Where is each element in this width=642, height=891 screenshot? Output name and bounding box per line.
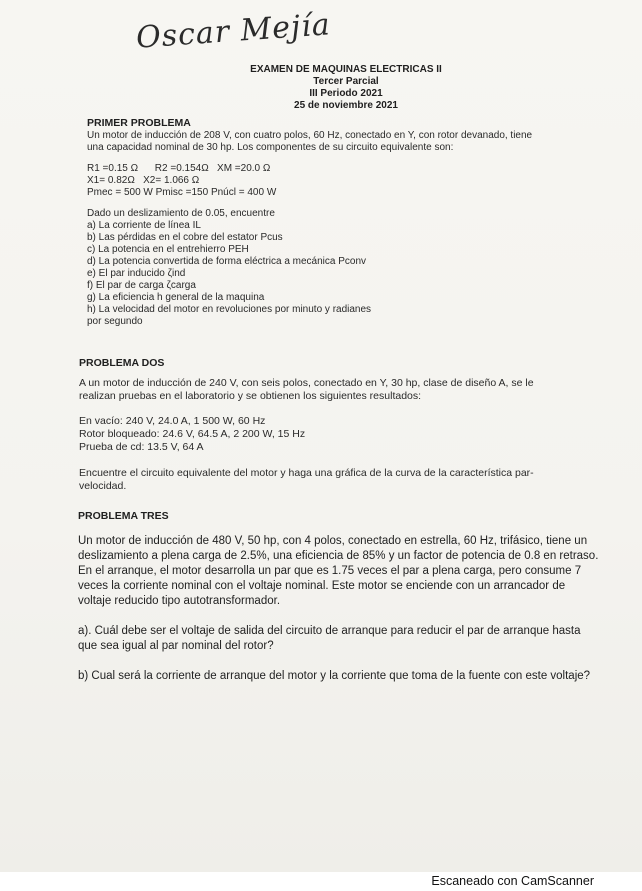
- question-item: e) El par inducido ζind: [87, 268, 186, 279]
- problem-three-intro-line: deslizamiento a plena carga de 2.5%, una eficiencia de 85% y un factor de potencia de 0.8 en retraso.: [78, 550, 599, 562]
- circuit-param-line: Pmec = 500 W Pmisc =150 Pnúcl = 400 W: [87, 187, 277, 198]
- problem-three-body: [78, 534, 608, 684]
- problem-three-title: PROBLEMA TRES: [78, 510, 169, 522]
- test-result-line: Rotor bloqueado: 24.6 V, 64.5 A, 2 200 W, 15 Hz: [79, 428, 306, 440]
- test-result-line: En vacío: 240 V, 24.0 A, 1 500 W, 60 Hz: [79, 415, 266, 427]
- scanner-watermark: Escaneado con CamScanner: [431, 874, 594, 888]
- problem-one-intro-line: Un motor de inducción de 208 V, con cuatro polos, 60 Hz, conectado en Y, con rotor devanado, tiene: [87, 130, 533, 141]
- question-a-line: a). Cuál debe ser el voltaje de salida del circuito de arranque para reducir el par de arranque hasta: [78, 625, 581, 637]
- problem-two-body: [79, 377, 609, 493]
- test-result-line: Prueba de cd: 13.5 V, 64 A: [79, 441, 204, 453]
- problem-two-title: PROBLEMA DOS: [79, 357, 165, 369]
- circuit-param-line: X1= 0.82Ω X2= 1.066 Ω: [87, 175, 200, 186]
- question-a-line: que sea igual al par nominal del rotor?: [78, 640, 274, 652]
- problem-one-intro-line: una capacidad nominal de 30 hp. Los componentes de su circuito equivalente son:: [87, 142, 454, 153]
- problem-one-body: [87, 130, 607, 328]
- question-b: b) Cual será la corriente de arranque del motor y la corriente que toma de la fuente con este voltaje?: [78, 670, 591, 682]
- problem-two-task-line: Encuentre el circuito equivalente del motor y haga una gráfica de la curva de la característica par-: [79, 467, 534, 479]
- problem-two-task-line: velocidad.: [79, 480, 127, 492]
- question-item: b) Las pérdidas en el cobre del estator Pcus: [87, 232, 283, 243]
- problem-one-lead: Dado un deslizamiento de 0.05, encuentre: [87, 208, 275, 219]
- exam-title: EXAMEN DE MAQUINAS ELECTRICAS II: [250, 64, 442, 75]
- question-item: h) La velocidad del motor en revoluciones por minuto y radianes: [87, 304, 372, 315]
- problem-three-intro-line: Un motor de inducción de 480 V, 50 hp, con 4 polos, conectado en estrella, 60 Hz, trifásico, tiene un: [78, 535, 588, 547]
- problem-three-intro-line: veces la corriente nominal con el voltaje nominal. Este motor se enciende con un arrancador de: [78, 580, 566, 592]
- exam-period: III Periodo 2021: [309, 88, 383, 99]
- problem-three-intro-line: En el arranque, el motor desarrolla un par que es 1.75 veces el par a plena carga, pero consume 7: [78, 565, 582, 577]
- question-item: f) El par de carga ζcarga: [87, 280, 196, 291]
- exam-date: 25 de noviembre 2021: [294, 100, 398, 111]
- problem-two-intro-line: realizan pruebas en el laboratorio y se obtienen los siguientes resultados:: [79, 390, 422, 402]
- question-item: g) La eficiencia h general de la maquina: [87, 292, 265, 303]
- problem-one-title: PRIMER PROBLEMA: [87, 117, 191, 129]
- exam-header: [0, 64, 642, 112]
- question-item: por segundo: [87, 316, 143, 327]
- problem-three-intro-line: voltaje reducido tipo autotransformador.: [78, 595, 281, 607]
- scanner-footer: [0, 872, 642, 891]
- question-item: c) La potencia en el entrehierro PEH: [87, 244, 249, 255]
- handwritten-signature: Oscar Mejía: [135, 7, 332, 56]
- question-item: a) La corriente de línea IL: [87, 220, 201, 231]
- exam-subtitle: Tercer Parcial: [313, 76, 379, 87]
- question-item: d) La potencia convertida de forma eléctrica a mecánica Pconv: [87, 256, 367, 267]
- circuit-param-line: R1 =0.15 Ω R2 =0.154Ω XM =20.0 Ω: [87, 163, 271, 174]
- problem-two-intro-line: A un motor de inducción de 240 V, con seis polos, conectado en Y, 30 hp, clase de diseño A, se le: [79, 377, 534, 389]
